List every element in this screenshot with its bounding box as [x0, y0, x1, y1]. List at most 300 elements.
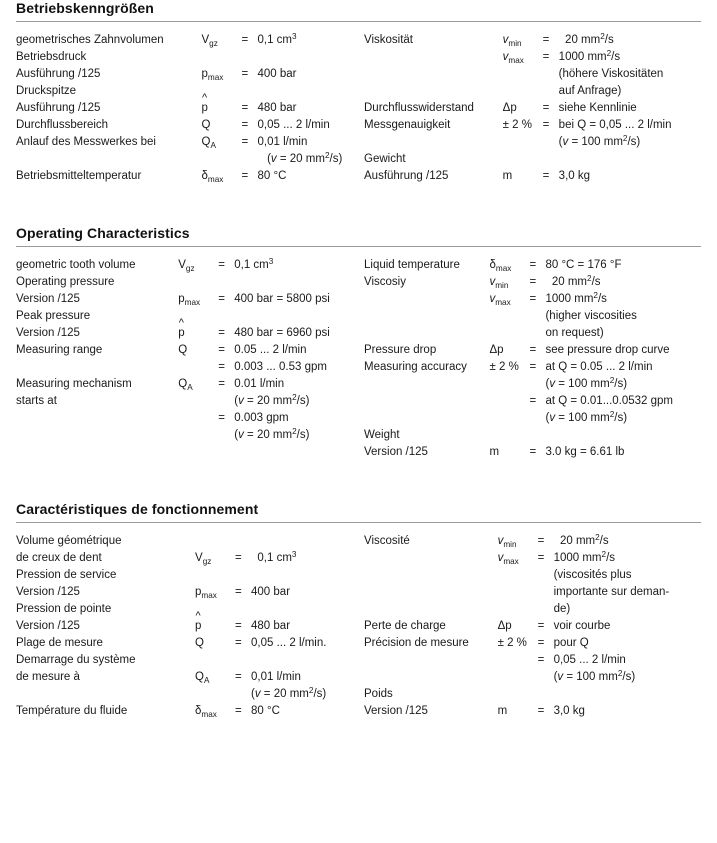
spec-equals [235, 686, 251, 703]
spec-symbol: m [502, 170, 513, 183]
section-title-de: Betriebskenngrößen [16, 0, 154, 16]
spec-symbol [489, 325, 529, 342]
spec-equals [538, 601, 554, 618]
spec-row [16, 32, 364, 49]
spec-row [16, 100, 364, 117]
spec-label: Betriebsmitteltemperatur [16, 170, 142, 183]
spec-value-note: de) [553, 603, 571, 616]
spec-value: 0,01 l/min [257, 136, 308, 149]
section-betriebskenngroessen [16, 0, 701, 185]
spec-equals [235, 533, 251, 550]
spec-symbol: $v_{max}$ [502, 51, 524, 65]
spec-equals: = [235, 586, 242, 599]
spec-label [364, 601, 498, 618]
spec-equals [235, 652, 251, 669]
column-right-de [364, 32, 701, 185]
spec-value-note: (viscosités plus [553, 569, 632, 582]
spec-equals: = [235, 620, 242, 633]
spec-symbol [489, 308, 529, 325]
spec-row [16, 393, 364, 410]
spec-row [16, 376, 364, 393]
spec-value [545, 427, 701, 444]
spec-value: 0,01 l/min [251, 671, 301, 684]
spec-row [364, 100, 701, 117]
section-divider-fr [16, 522, 701, 523]
spec-equals: = [218, 378, 225, 391]
spec-symbol [195, 567, 235, 584]
spec-value: 20 $mm^2/s$ [545, 274, 601, 289]
spec-label: starts at [16, 395, 57, 408]
column-left-fr [16, 533, 364, 720]
spec-value: at Q = 0.05 ... 2 l/min [545, 361, 653, 374]
spec-value: 80 °C [251, 705, 280, 718]
spec-symbol [195, 686, 235, 703]
spec-label: Durchflusswiderstand [364, 102, 474, 115]
spec-symbol [195, 601, 235, 618]
spec-symbol [489, 376, 529, 393]
spec-equals [538, 567, 554, 584]
spec-value-note: (höhere Viskositäten [558, 68, 664, 81]
spec-row [16, 308, 364, 325]
spec-symbol: $p_{max}$ [195, 586, 217, 600]
spec-equals: = [529, 395, 537, 408]
spec-label: Pressure drop [364, 344, 437, 357]
spec-value: 1000 $mm^2/s$ [545, 291, 607, 306]
spec-equals [218, 308, 234, 325]
spec-label: Précision de mesure [364, 637, 469, 650]
spec-value-note: (v = 20 $mm^2/s$) [257, 151, 343, 166]
spec-label: Volume géométrique [16, 535, 122, 548]
spec-value: at Q = 0.01...0.0532 gpm [545, 395, 674, 408]
spec-row [364, 550, 701, 567]
spec-row [16, 601, 364, 618]
spec-equals: = [537, 620, 545, 633]
spec-value: 3,0 kg [558, 170, 590, 183]
section-caracteristiques [16, 501, 701, 720]
spec-row [16, 117, 364, 134]
spec-symbol [178, 410, 218, 427]
spec-equals: = [542, 34, 550, 46]
spec-equals: = [241, 119, 249, 132]
spec-symbol [202, 83, 242, 100]
spec-symbol: Δp [502, 102, 517, 115]
spec-row [16, 427, 364, 444]
section-spacer [16, 461, 701, 501]
column-left-de [16, 32, 364, 185]
spec-row [16, 410, 364, 427]
spec-row [364, 151, 701, 168]
spec-equals: = [218, 327, 225, 340]
spec-row [16, 342, 364, 359]
spec-value-note: (v = 20 $mm^2/s$) [234, 427, 310, 442]
spec-equals [242, 151, 258, 168]
spec-value-note: (v = 20 $mm^2/s$) [251, 686, 327, 701]
spec-value: 20 $mm^2/s$ [553, 533, 609, 548]
spec-row [16, 359, 364, 376]
spec-symbol [178, 274, 218, 291]
spec-symbol: $v_{max}$ [497, 552, 519, 566]
spec-value [234, 274, 364, 291]
spec-label: Durchflussbereich [16, 119, 109, 132]
spec-equals: = [529, 293, 537, 306]
spec-symbol: $p_{max}$ [201, 68, 224, 82]
spec-symbol: $V_{gz}$ [201, 34, 218, 48]
spec-symbol: Q [195, 637, 204, 650]
spec-equals [235, 567, 251, 584]
spec-label [364, 669, 498, 686]
spec-row [364, 83, 701, 100]
spec-equals: = [537, 654, 545, 667]
spec-value [251, 652, 364, 669]
spec-value [554, 686, 701, 703]
spec-value [559, 151, 701, 168]
spec-value-note: (v = 20 $mm^2/s$) [234, 393, 310, 408]
spec-label: Version /125 [16, 586, 80, 599]
section-operating-characteristics [16, 225, 701, 461]
spec-symbol: m [489, 446, 500, 459]
spec-value: see pressure drop curve [545, 344, 670, 357]
spec-label: de creux de dent [16, 552, 102, 565]
spec-row [16, 550, 364, 567]
spec-value: bei Q = 0,05 ... 2 l/min [558, 119, 672, 132]
spec-label: Ausführung /125 [16, 68, 101, 81]
spec-row [364, 66, 701, 83]
spec-symbol: $v_{max}$ [489, 293, 511, 307]
spec-label: Poids [364, 688, 393, 701]
spec-symbol: $p_{max}$ [178, 293, 201, 307]
spec-equals [543, 66, 559, 83]
spec-equals: = [235, 552, 242, 565]
spec-value: 0,1 $cm^3$ [251, 550, 297, 565]
spec-row [364, 49, 701, 66]
column-right-en [364, 257, 701, 461]
spec-symbol: Δp [489, 344, 504, 357]
spec-row [364, 444, 701, 461]
spec-equals: = [529, 361, 537, 374]
spec-symbol: m [497, 705, 508, 718]
spec-symbol: ± 2 % [489, 361, 519, 374]
spec-label [364, 308, 489, 325]
spec-label: Version /125 [16, 620, 80, 633]
spec-symbol: $V_{gz}$ [178, 259, 195, 273]
spec-value: 0,05 ... 2 l/min. [251, 637, 327, 650]
spec-equals: = [537, 705, 545, 718]
spec-label: Anlauf des Messwerkes bei [16, 136, 156, 149]
spec-symbol: $Q_A$ [178, 378, 193, 392]
spec-symbol: $v_{min}$ [502, 34, 522, 48]
spec-row [16, 134, 364, 151]
spec-row [364, 703, 701, 720]
spec-equals: = [218, 344, 225, 357]
spec-label: geometrisches Zahnvolumen [16, 34, 164, 46]
spec-equals: = [542, 119, 550, 132]
spec-equals [543, 134, 559, 151]
spec-equals [218, 393, 234, 410]
spec-row [364, 618, 701, 635]
spec-row [364, 669, 701, 686]
spec-symbol [202, 49, 242, 66]
spec-value: 0.01 l/min [234, 378, 285, 391]
spec-label: Gewicht [364, 153, 406, 166]
spec-equals [529, 308, 545, 325]
spec-equals: = [529, 344, 537, 357]
spec-value: 0,1 $cm^3$ [234, 257, 274, 272]
spec-row [364, 32, 701, 49]
spec-label: de mesure à [16, 671, 80, 684]
spec-label: Measuring mechanism [16, 378, 132, 391]
spec-value: 0.05 ... 2 l/min [234, 344, 307, 357]
spec-value [251, 601, 364, 618]
spec-label [364, 550, 498, 567]
spec-row [16, 291, 364, 308]
spec-row [364, 686, 701, 703]
spec-row [364, 359, 701, 376]
spec-symbol: $Q_A$ [201, 136, 216, 150]
spec-value: 0,05 ... 2 l/min [553, 654, 626, 667]
spec-label: Pression de service [16, 569, 117, 582]
spec-equals [218, 427, 234, 444]
spec-equals [538, 584, 554, 601]
spec-equals: = [537, 535, 545, 548]
spec-symbol [489, 393, 529, 410]
section-divider-de [16, 21, 701, 22]
spec-symbol: Q [178, 344, 188, 357]
spec-equals: = [235, 705, 242, 718]
spec-row [364, 274, 701, 291]
spec-equals: = [241, 34, 249, 46]
spec-value: 80 °C [257, 170, 287, 183]
spec-value: siehe Kennlinie [558, 102, 637, 115]
spec-label: Pression de pointe [16, 603, 112, 616]
spec-equals [242, 83, 258, 100]
spec-equals [538, 669, 554, 686]
spec-value [234, 308, 364, 325]
spec-equals: = [235, 637, 242, 650]
spec-value: 480 bar = 6960 psi [234, 327, 330, 340]
spec-label: Version /125 [364, 446, 428, 459]
spec-value: 400 bar = 5800 psi [234, 293, 330, 306]
spec-label: Plage de mesure [16, 637, 103, 650]
spec-label [364, 652, 498, 669]
spec-label [364, 567, 498, 584]
spec-equals: = [542, 51, 550, 64]
spec-row [16, 257, 364, 274]
spec-row [16, 533, 364, 550]
spec-value: 0.003 ... 0.53 gpm [234, 361, 327, 374]
spec-equals [543, 83, 559, 100]
spec-label [364, 83, 503, 100]
spec-label: Version /125 [16, 293, 80, 306]
column-right-fr [364, 533, 701, 720]
spec-label [364, 291, 489, 308]
spec-equals: = [537, 552, 545, 565]
spec-value [258, 49, 365, 66]
spec-label: Betriebsdruck [16, 51, 87, 64]
spec-equals [235, 601, 251, 618]
spec-symbol [498, 652, 538, 669]
spec-equals [242, 49, 258, 66]
spec-label [364, 325, 489, 342]
spec-value: 480 bar [251, 620, 291, 633]
spec-value: 0.003 gpm [234, 412, 289, 425]
spec-equals: = [241, 170, 249, 183]
spec-label: Viscosiy [364, 276, 406, 289]
spec-label: Messgenauigkeit [364, 119, 451, 132]
spec-equals [543, 151, 559, 168]
spec-label: Version /125 [16, 327, 80, 340]
spec-equals [218, 274, 234, 291]
spec-row [364, 134, 701, 151]
spec-value: pour Q [553, 637, 589, 650]
spec-label [16, 427, 178, 444]
spec-symbol [195, 652, 235, 669]
spec-symbol: $Q_A$ [195, 671, 210, 685]
spec-equals [529, 410, 545, 427]
spec-row [16, 325, 364, 342]
spec-row [364, 427, 701, 444]
spec-symbol [178, 393, 218, 410]
spec-symbol: $\delta_{max}$ [489, 259, 512, 273]
spec-label: Viskosität [364, 34, 414, 46]
spec-value [251, 533, 364, 550]
spec-label [364, 49, 503, 66]
spec-label: Ausführung /125 [364, 170, 449, 183]
spec-label [364, 410, 489, 427]
spec-symbol [178, 359, 218, 376]
spec-equals: = [542, 102, 550, 115]
spec-row [364, 584, 701, 601]
section-title-en: Operating Characteristics [16, 225, 190, 242]
section-divider-en [16, 246, 701, 247]
spec-value-note: on request) [545, 327, 604, 340]
spec-symbol: ^ p [201, 92, 208, 115]
column-left-en [16, 257, 364, 461]
spec-label [16, 686, 195, 703]
spec-row [364, 308, 701, 325]
spec-row [364, 291, 701, 308]
section-spacer [16, 185, 701, 225]
spec-symbol [195, 533, 235, 550]
spec-row [16, 151, 364, 168]
spec-row [16, 686, 364, 703]
spec-value: 80 °C = 176 °F [545, 259, 622, 272]
spec-symbol: ± 2 % [497, 637, 527, 650]
spec-label: Druckspitze [16, 85, 77, 98]
spec-label [16, 359, 178, 376]
spec-label: Measuring range [16, 344, 103, 357]
spec-symbol [503, 66, 543, 83]
spec-symbol [503, 134, 543, 151]
spec-value: 1000 $mm^2/s$ [553, 550, 616, 565]
spec-row [16, 274, 364, 291]
spec-row [364, 342, 701, 359]
spec-value [258, 83, 365, 100]
spec-equals: = [542, 170, 550, 183]
spec-value-note: auf Anfrage) [558, 85, 622, 98]
spec-value-note: importante sur deman- [553, 586, 670, 599]
spec-symbol: $v_{min}$ [489, 276, 509, 290]
spec-equals: = [241, 136, 249, 149]
section-title-fr: Caractéristiques de fonctionnement [16, 501, 259, 518]
spec-equals [529, 427, 545, 444]
spec-row [364, 601, 701, 618]
spec-value: 3.0 kg = 6.61 lb [545, 446, 625, 459]
spec-symbol: $\delta_{max}$ [201, 170, 224, 184]
spec-value: 480 bar [257, 102, 297, 115]
spec-row [364, 376, 701, 393]
spec-row [16, 83, 364, 100]
spec-row [364, 325, 701, 342]
spec-label [364, 376, 489, 393]
spec-symbol: ^ p [195, 610, 202, 633]
spec-label: Measuring accuracy [364, 361, 467, 374]
spec-label: geometric tooth volume [16, 259, 136, 272]
spec-row [364, 257, 701, 274]
spec-value-note: (v = 100 $mm^2/s$) [558, 134, 641, 149]
spec-row [16, 703, 364, 720]
spec-symbol [498, 686, 538, 703]
spec-label [364, 134, 503, 151]
spec-value: 400 bar [257, 68, 297, 81]
spec-row [364, 533, 701, 550]
spec-value: voir courbe [553, 620, 611, 633]
spec-equals: = [218, 259, 225, 272]
spec-symbol [498, 584, 538, 601]
spec-equals: = [235, 671, 242, 684]
spec-symbol [489, 427, 529, 444]
spec-row [364, 168, 701, 185]
spec-equals: = [529, 276, 537, 289]
spec-row [16, 584, 364, 601]
spec-label [16, 410, 178, 427]
spec-row [16, 635, 364, 652]
spec-label [16, 151, 202, 168]
spec-row [364, 117, 701, 134]
spec-value-note: (v = 100 $mm^2/s$) [545, 376, 628, 391]
spec-label [364, 584, 498, 601]
spec-symbol: $V_{gz}$ [195, 552, 212, 566]
spec-value [251, 567, 364, 584]
spec-equals: = [218, 293, 225, 306]
spec-equals: = [241, 68, 249, 81]
spec-label: Version /125 [364, 705, 428, 718]
spec-row [364, 393, 701, 410]
spec-symbol [503, 83, 543, 100]
spec-symbol [489, 410, 529, 427]
spec-value: 0,1 $cm^3$ [257, 32, 297, 46]
spec-symbol [178, 427, 218, 444]
spec-row [16, 652, 364, 669]
spec-symbol [498, 669, 538, 686]
spec-symbol [498, 567, 538, 584]
spec-equals: = [218, 412, 225, 425]
spec-value: 20 $mm^2/s$ [558, 32, 614, 46]
spec-equals: = [537, 637, 545, 650]
spec-value: 400 bar [251, 586, 291, 599]
spec-symbol: $v_{min}$ [497, 535, 517, 549]
spec-equals: = [529, 259, 537, 272]
spec-label: Peak pressure [16, 310, 91, 323]
spec-value-note: (v = 100 $mm^2/s$) [545, 410, 628, 425]
spec-equals: = [241, 102, 249, 115]
spec-row [364, 410, 701, 427]
spec-equals [529, 325, 545, 342]
spec-row [16, 66, 364, 83]
spec-value-note: (higher viscosities [545, 310, 637, 323]
spec-label: Weight [364, 429, 400, 442]
spec-label: Perte de charge [364, 620, 446, 633]
spec-label: Viscosité [364, 535, 410, 548]
